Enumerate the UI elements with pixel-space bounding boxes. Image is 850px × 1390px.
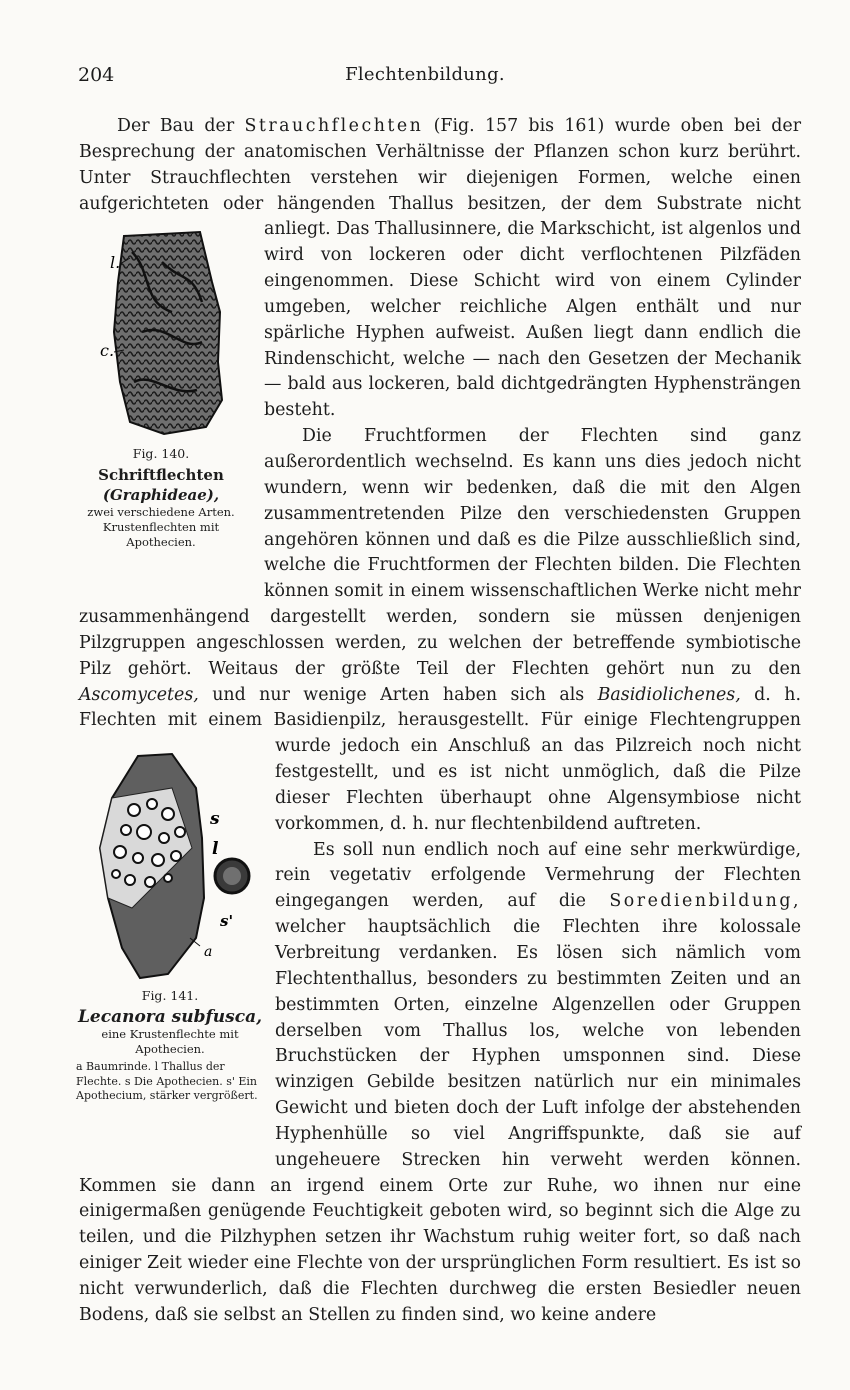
figure-141-legend: a Baumrinde. l Thallus der Flechte. s Die Apothecien. s' Ein Apothecium, stärker vergrößert. [76, 1060, 258, 1102]
lecanora-illustration [72, 748, 268, 986]
term-ascomycetes: Ascomycetes, [79, 684, 199, 705]
label-l: l. [110, 253, 121, 272]
p3-text-a: Es soll nun endlich noch auf eine sehr merkwürdige, rein vegetativ erfolgende Vermehrung der Flechten eingegangen werden, auf die [275, 839, 801, 912]
term-strauchflechten: Strauchflechten [244, 116, 424, 136]
term-soredienbildung: Soredienbildung, [609, 891, 801, 912]
p1-text-a: Der Bau der [117, 116, 245, 136]
p2-text-a: Die Fruchtformen der Flechten sind ganz außerordentlich wechselnd. Es kann uns dies jedoch nicht wundern, wenn wir bedenken, daß die mit den Algen zusammentretenden Pilze den verschiedensten Gruppen angehören können und daß es die Pilze ausschließlich sind, welche die Fruchtformen der Flechten bilden. Die Flechten können somit in einem wissenschaftlichen Werke nicht mehr zusammenhängend dargestellt werden, sondern sie müssen denjenigen Pilzgruppen angeschlossen werden, zu welchen der betreffende symbiotische Pilz gehört. Weitaus der größte Teil der Flechten gehört nun zu den [79, 426, 801, 679]
label-s: s [210, 809, 220, 829]
figure-140-title-main: Schriftflechten [98, 466, 224, 484]
figure-140-title [72, 465, 250, 505]
figure-140 [72, 222, 250, 550]
figure-141 [72, 748, 268, 1104]
label-a: a [204, 944, 213, 960]
figure-141-number: Fig. 141. [141, 988, 199, 1003]
figure-141-description: eine Krustenflechte mit Apothecien. [101, 1027, 239, 1056]
label-c: c. [100, 341, 115, 360]
p3-text-b: welcher hauptsächlich die Flechten ihre kolossale Verbreitung verdanken. Es lösen sich nämlich vom Flechtenthallus, besonders zu bestimmten Zeiten und an bestimmten Orten, einzelne Algenzellen oder Gruppen derselben vom Thallus los, welche von lebenden Bruchstücken der Hyphen umsponnen sind. Diese winzigen Gebilde besitzen natürlich nur ein minimales Gewicht und bieten doch der Luft infolge der abstehenden Hyphenhülle so viel Angriffspunkte, daß sie auf ungeheuere Strecken hin verweht werden können. Kommen sie dann an irgend einem Orte zur Ruhe, wo ihnen nur eine einigermaßen genügende Feuchtigkeit geboten wird, so beginnt sich die Alge zu teilen, und die Pilzhyphen setzen ihr Wachstum ruhig weiter fort, so daß nach einiger Zeit wieder eine Flechte von der ursprünglichen Form resultiert. Es ist so nicht verwunderlich, daß die Flechten durchweg die ersten Besiedler neuen Bodens, daß sie selbst an Stellen zu finden sind, wo keine andere [79, 917, 801, 1325]
p2-text-c: d. h. Flechten mit einem Basidienpilz, herausgestellt. Für einige Flechtengruppen wurde jedoch ein Anschluß an das Pilzreich noch nicht festgestellt, und es ist nicht unmöglich, daß die Pilze dieser Flechten überhaupt ohne Algensymbiose nicht vorkommen, d. h. nur flechtenbildend auftreten. [79, 684, 801, 834]
figure-141-title [72, 1007, 268, 1027]
p2-text-b: und nur wenige Arten haben sich als [198, 684, 598, 705]
figure-141-title-text: Lecanora subfusca, [77, 1007, 263, 1027]
p1-text-b: (Fig. 157 bis 161) wurde oben bei der Besprechung der anatomischen Verhältnisse der Pflanzen schon kurz berührt. Unter Strauchflechten verstehen wir diejenigen Formen, welche einen aufgerichteten oder hängenden Thallus besitzen, der dem Substrate nicht anliegt. Das Thallusinnere, die Markschicht, ist algenlos und wird von lockeren oder dicht verflochtenen Pilzfäden eingenommen. Diese Schicht wird von einem Cylinder umgeben, welcher reichliche Algen enthält und nur spärliche Hyphen aufweist. Außen liegt dann endlich die Rindenschicht, welche — nach den Gesetzen der Mechanik — bald aus lockeren, bald dichtgedrängten Hyphensträngen besteht. [79, 116, 802, 421]
term-basidiolichenes: Basidiolichenes, [597, 684, 741, 705]
running-title: Flechtenbildung. [345, 64, 505, 85]
graphideae-illustration [72, 222, 250, 444]
label-l: l [212, 839, 219, 859]
figure-140-number: Fig. 140. [132, 446, 190, 461]
figure-140-title-sci: (Graphideae), [102, 486, 220, 504]
page-number: 204 [78, 64, 115, 86]
figure-140-description: zwei verschiedene Arten. Krustenflechten mit Apothecien. [87, 505, 235, 549]
label-s-prime: s' [220, 912, 234, 930]
